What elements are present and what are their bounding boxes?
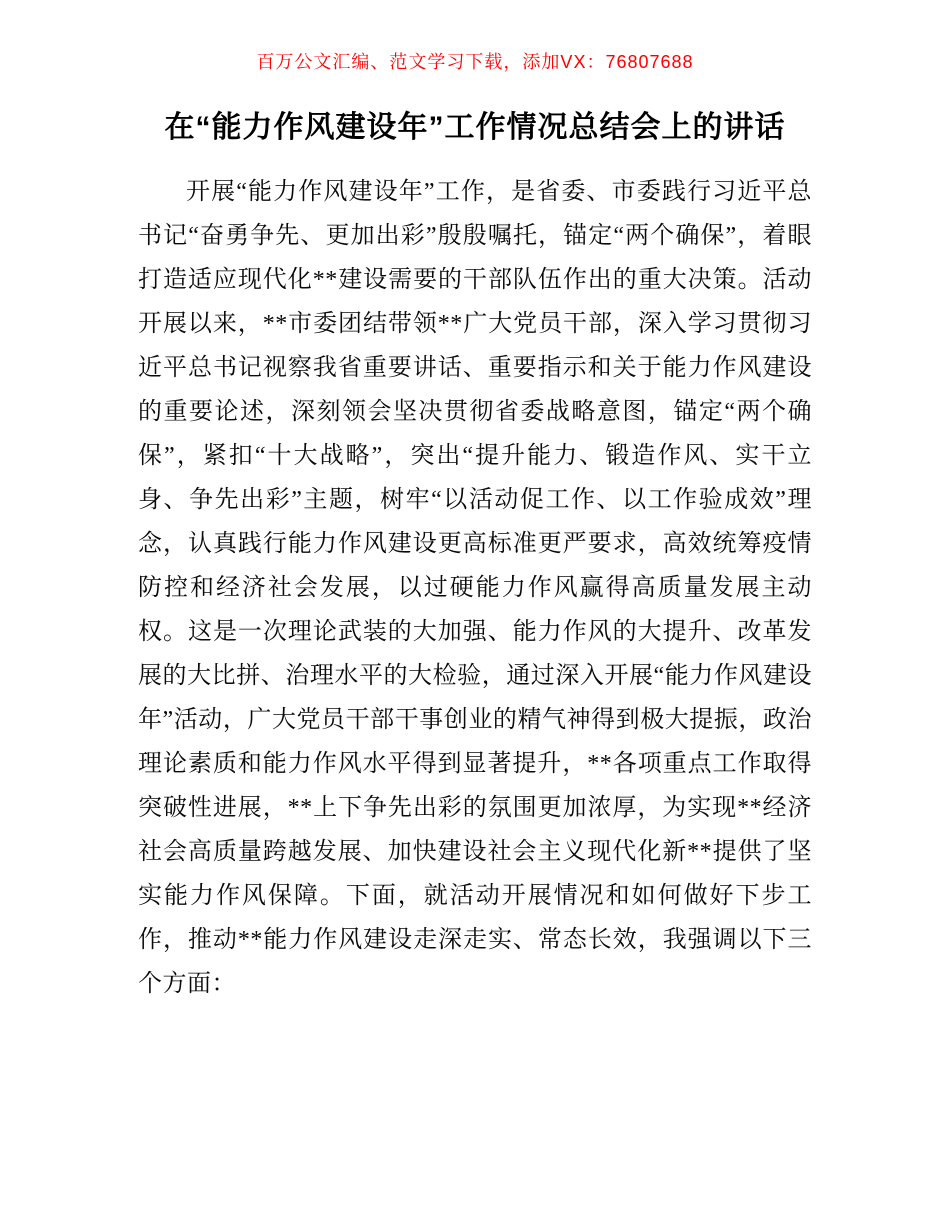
document-title: 在“能力作风建设年”工作情况总结会上的讲话 (164, 111, 786, 144)
promo-header-text: 百万公文汇编、范文学习下载，添加VX：76807688 (256, 52, 694, 72)
paragraph: 开展“能力作风建设年”工作，是省委、市委践行习近平总书记“奋勇争先、更加出彩”殷殷嘱托，锚定“两个确保”，着眼打造适应现代化**建设需要的干部队伍作出的重大决策。活动开展以来，**市委团结带领**广大党员干部，深入学习贯彻习近平总书记视察我省重要讲话、重要指示和关于能力作风建设的重要论述，深刻领会坚决贯彻省委战略意图，锚定“两个确保”，紧扣“十大战略”，突出“提升能力、锻造作风、实干立身、争先出彩”主题，树牢“以活动促工作、以工作验成效”理念，认真践行能力作风建设更高标准更严要求，高效统筹疫情防控和经济社会发展，以过硬能力作风赢得高质量发展主动权。这是一次理论武装的大加强、能力作风的大提升、改革发展的大比拼、治理水平的大检验，通过深入开展“能力作风建设年”活动，广大党员干部干事创业的精气神得到极大提振，政治理论素质和能力作风水平得到显著提升，**各项重点工作取得突破性进展，**上下争先出彩的氛围更加浓厚，为实现**经济社会高质量跨越发展、加快建设社会主义现代化新**提供了坚实能力作风保障。下面，就活动开展情况和如何做好下步工作，推动**能力作风建设走深走实、常态长效，我强调以下三个方面： (138, 179, 812, 997)
document-body (138, 170, 812, 1006)
